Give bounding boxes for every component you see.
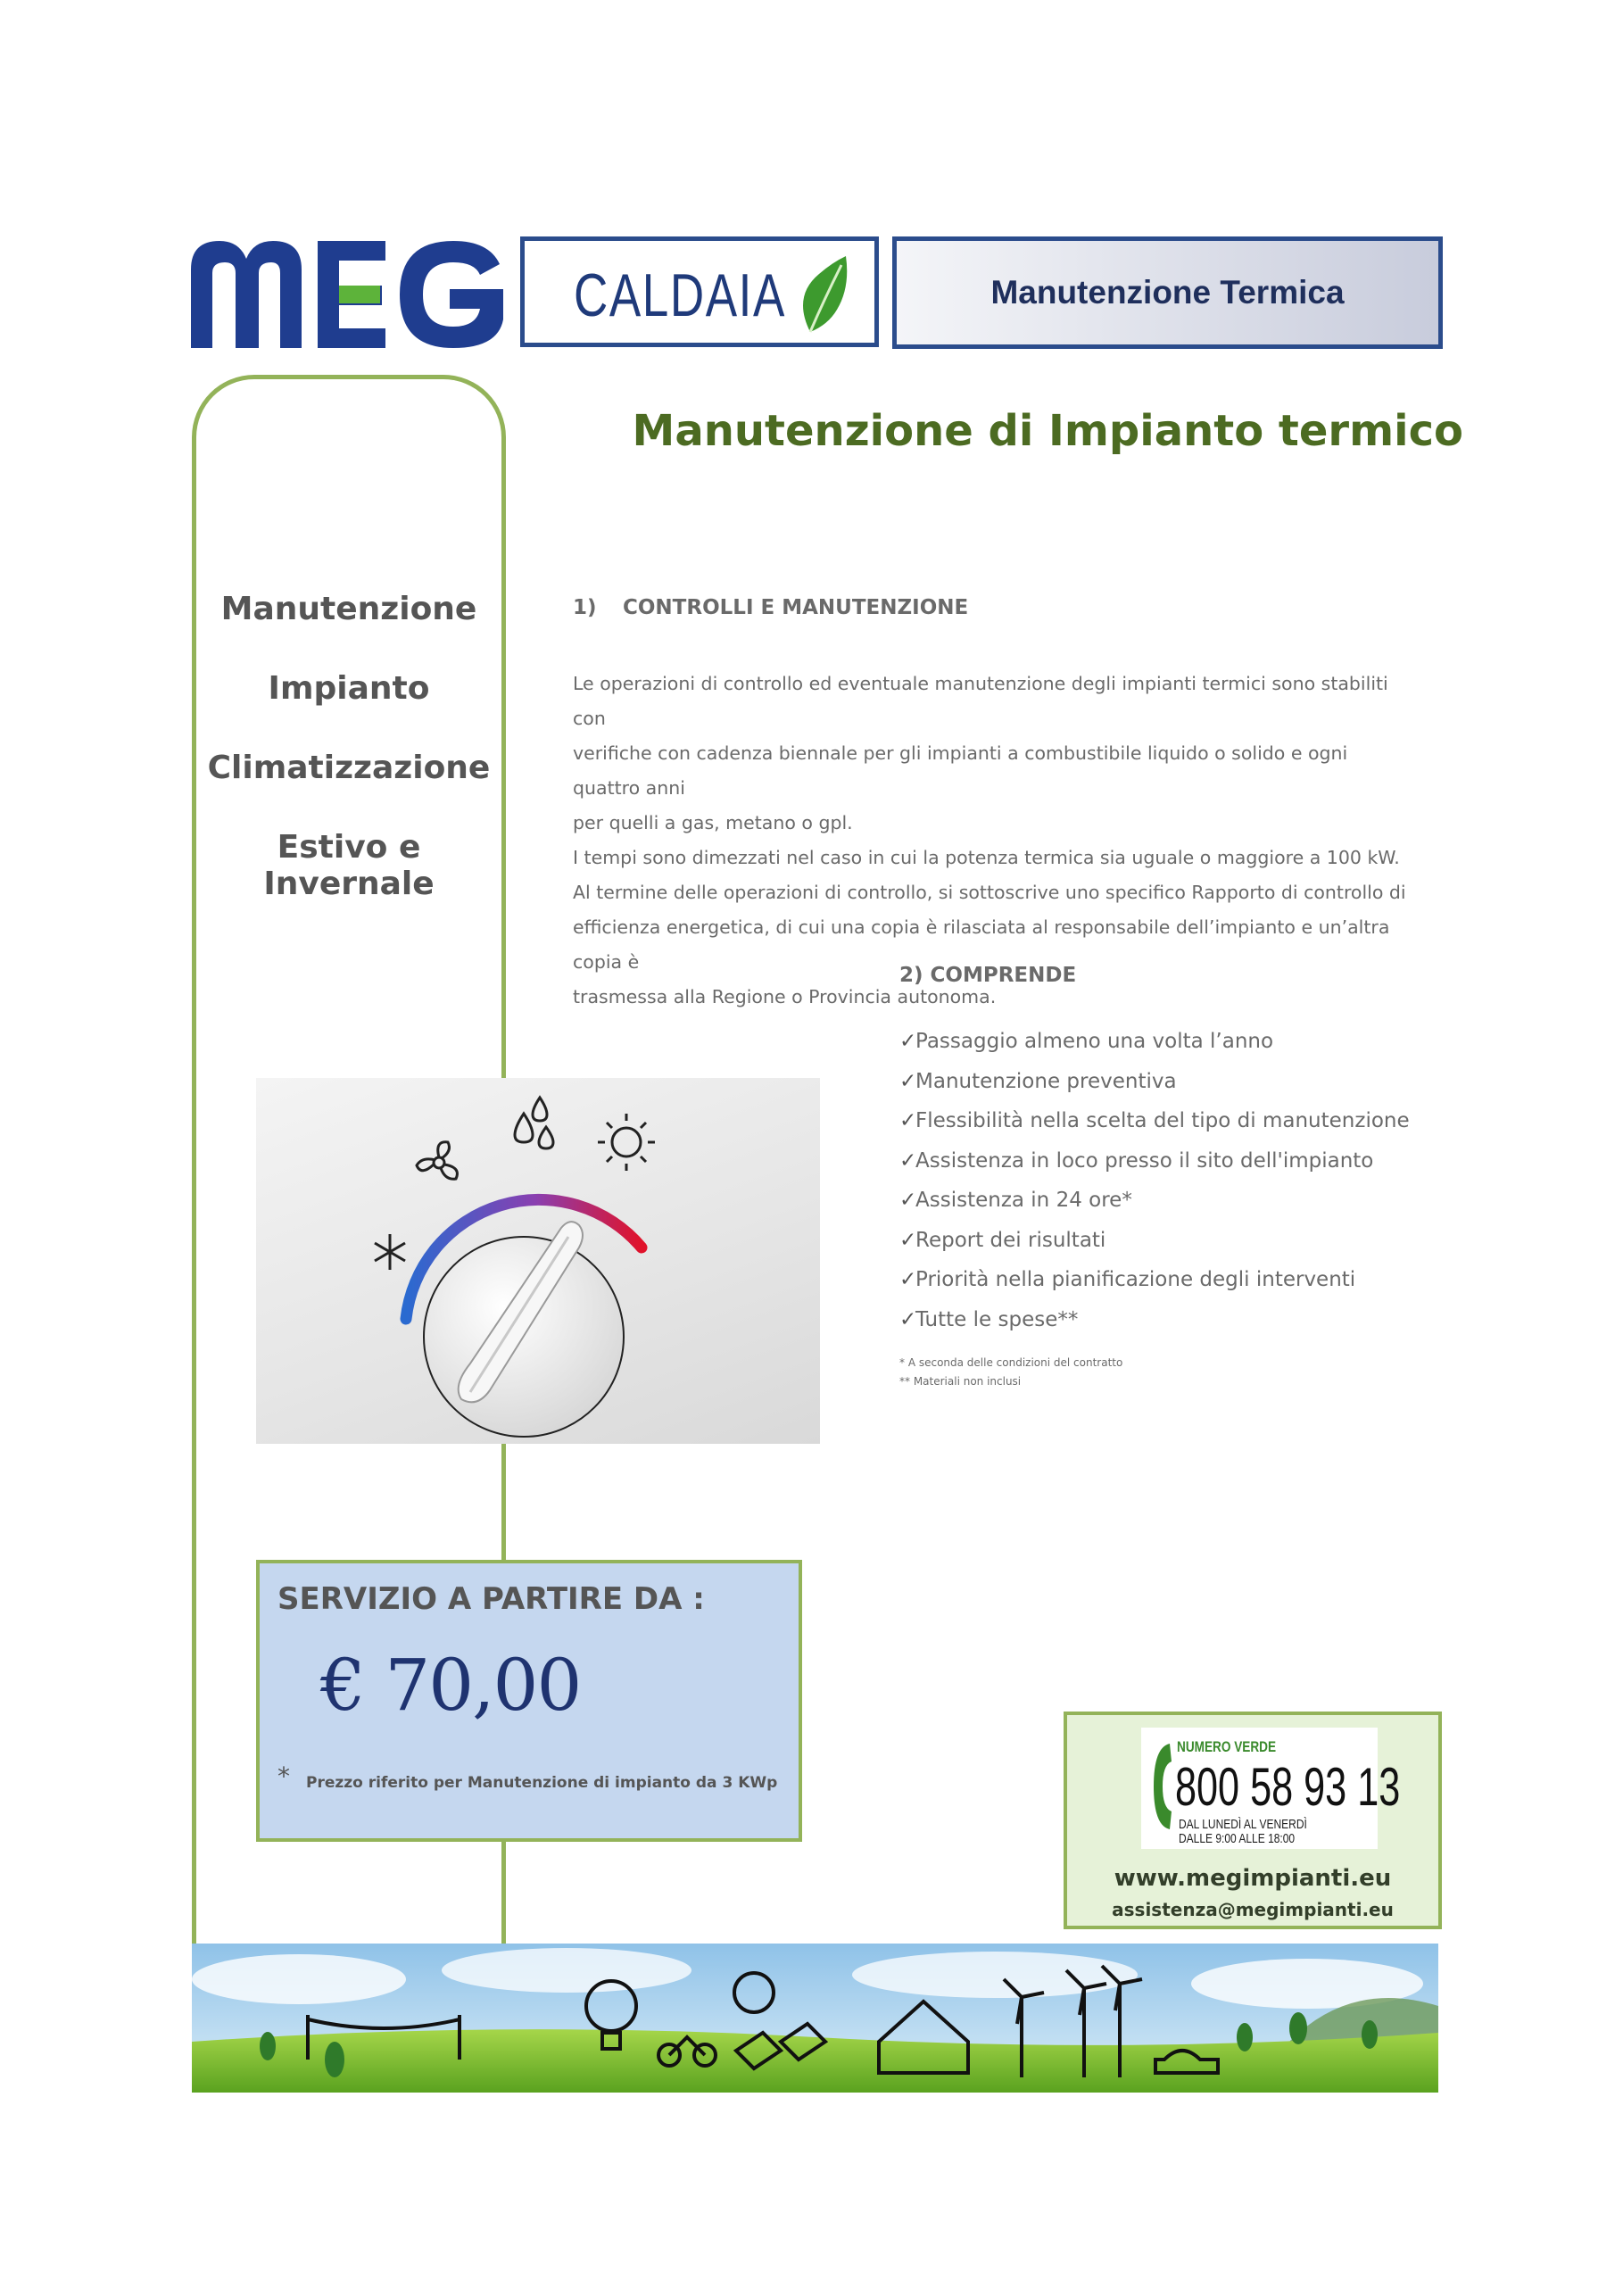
- paragraph-line: Al termine delle operazioni di controllo, si sottoscrive uno specifico Rapporto di controllo di: [573, 882, 1406, 903]
- list-item: ✓Assistenza in 24 ore*: [899, 1181, 1410, 1221]
- drops-icon: [515, 1098, 553, 1148]
- caldaia-label: CALDAIA: [574, 261, 786, 329]
- list-item: ✓Manutenzione preventiva: [899, 1062, 1410, 1102]
- section1-heading: [573, 596, 968, 619]
- website-link[interactable]: www.megimpianti.eu: [1114, 1865, 1392, 1892]
- section1-title: CONTROLLI E MANUTENZIONE: [623, 596, 969, 619]
- price-heading: SERVIZIO A PARTIRE DA :: [277, 1581, 705, 1617]
- caldaia-badge: [520, 236, 879, 347]
- price-note-star: *: [277, 1761, 290, 1791]
- check-icon: ✓: [899, 1189, 917, 1212]
- sidebar-item-estivo-invernale: Estivo e Invernale: [263, 829, 435, 902]
- section2-heading: 2) COMPRENDE: [899, 964, 1077, 987]
- thermostat-photo: [256, 1078, 820, 1444]
- check-icon: ✓: [899, 1228, 917, 1252]
- check-icon: ✓: [899, 1109, 917, 1132]
- list-item: ✓Passaggio almeno una volta l’anno: [899, 1022, 1410, 1062]
- list-item: ✓Tutte le spese**: [899, 1300, 1410, 1340]
- paragraph-line: efficienza energetica, di cui una copia è rilasciata al responsabile dell’impianto e un’altra copia è: [573, 916, 1390, 973]
- price-box: [256, 1560, 802, 1842]
- check-icon: ✓: [899, 1307, 917, 1331]
- hours-time: DALLE 9:00 ALLE 18:00: [1179, 1831, 1296, 1846]
- price-value: € 70,00: [320, 1644, 581, 1727]
- sidebar-item-manutenzione: Manutenzione: [220, 591, 477, 627]
- green-energy-banner: [192, 1944, 1438, 2093]
- footnote-contract: * A seconda delle condizioni del contratto: [899, 1356, 1123, 1369]
- paragraph-line: I tempi sono dimezzati nel caso in cui la potenza termica sia uguale o maggiore a 100 kW.: [573, 847, 1400, 868]
- sun-icon: [598, 1114, 655, 1171]
- paragraph-line: Le operazioni di controllo ed eventuale manutenzione degli impianti termici sono stabiliti con: [573, 673, 1388, 729]
- paragraph-line: verifiche con cadenza biennale per gli impianti a combustibile liquido o solido e ogni quattro anni: [573, 742, 1348, 799]
- hours-days: DAL LUNEDÌ AL VENERDÌ: [1179, 1817, 1307, 1832]
- check-icon: ✓: [899, 1030, 917, 1053]
- footnote-materials: ** Materiali non inclusi: [899, 1375, 1022, 1388]
- phone-icon: [1150, 1740, 1173, 1833]
- snowflake-icon: [375, 1234, 405, 1270]
- paragraph-line: trasmessa alla Regione o Provincia autonoma.: [573, 986, 997, 1007]
- list-item: ✓Flessibilità nella scelta del tipo di manutenzione: [899, 1101, 1410, 1141]
- header-title-box: [892, 236, 1443, 349]
- list-item: ✓Assistenza in loco presso il sito dell'impianto: [899, 1141, 1410, 1181]
- email-link[interactable]: assistenza@megimpianti.eu: [1112, 1899, 1394, 1920]
- price-note: Prezzo riferito per Manutenzione di impianto da 3 KWp: [306, 1774, 778, 1792]
- numero-verde-label: NUMERO VERDE: [1177, 1738, 1277, 1755]
- list-item: ✓Report dei risultati: [899, 1221, 1410, 1261]
- meg-logo-graphic: [186, 234, 516, 353]
- header-title: Manutenzione Termica: [990, 274, 1345, 311]
- section1-number: 1): [573, 596, 597, 619]
- fan-icon: [417, 1142, 457, 1179]
- check-icon: ✓: [899, 1069, 917, 1093]
- sidebar-item-impianto: Impianto: [268, 670, 430, 707]
- section1-paragraph: [573, 667, 1416, 1015]
- check-icon: ✓: [899, 1268, 917, 1291]
- leaf-icon: [792, 252, 855, 336]
- contact-box: [1064, 1712, 1442, 1929]
- numero-verde-badge: [1141, 1728, 1401, 1849]
- meg-logo: [186, 234, 516, 353]
- includes-list: [899, 1022, 1410, 1339]
- sidebar-item-climatizzazione: Climatizzazione: [207, 750, 491, 786]
- page-title: Manutenzione di Impianto termico: [632, 406, 1463, 456]
- phone-number[interactable]: 800 58 93 13: [1175, 1757, 1401, 1817]
- paragraph-line: per quelli a gas, metano o gpl.: [573, 812, 853, 833]
- check-icon: ✓: [899, 1148, 917, 1173]
- list-item: ✓Priorità nella pianificazione degli interventi: [899, 1260, 1410, 1300]
